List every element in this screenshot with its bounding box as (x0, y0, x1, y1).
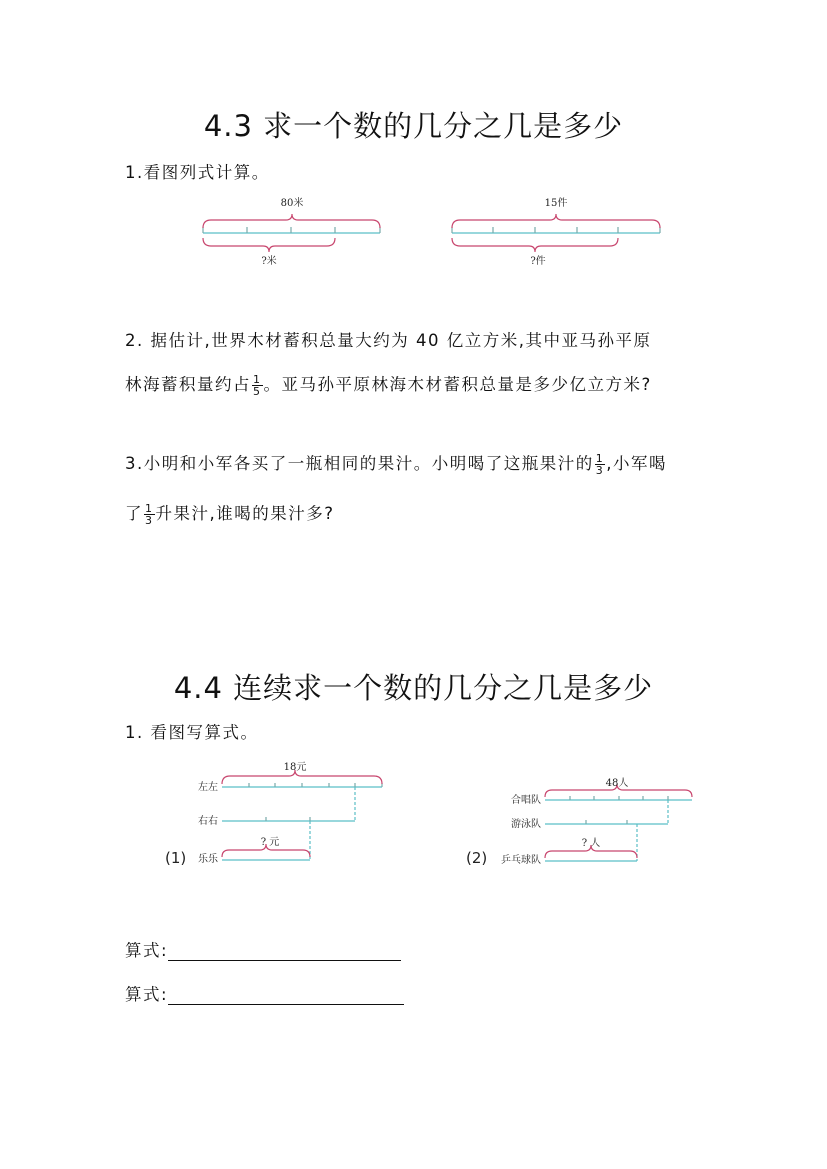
text: 升果汁,谁喝的果汁多? (155, 504, 335, 523)
formula-label: 算式: (125, 941, 169, 960)
diagram-2-row2-label: 游泳队 (511, 819, 541, 830)
numerator: 1 (145, 502, 154, 515)
diagram-2-total-label: 48人 (605, 778, 629, 789)
diagram-2-row1-label: 合唱队 (511, 795, 541, 806)
diagram-b (452, 214, 660, 252)
diagram-2-row3-label: 乒乓球队 (501, 855, 541, 866)
text: 了 (125, 504, 143, 523)
diagram-b-total-label: 15件 (544, 198, 568, 209)
numerator: 1 (595, 452, 605, 465)
formula-answer-blank[interactable] (168, 988, 404, 1005)
part-brace (203, 238, 335, 252)
diagram-1-total-label: 18元 (283, 762, 307, 773)
formula-label: 算式: (125, 985, 169, 1004)
section-title-4-3: 4.3 求一个数的几分之几是多少 (203, 109, 624, 143)
fraction-one-third (144, 503, 155, 526)
text: 3.小明和小军各买了一瓶相同的果汁。小明喝了这瓶果汁的 (125, 454, 594, 473)
diagram-a-unknown-label: ?米 (261, 256, 277, 267)
question-3-line-2 (125, 500, 335, 526)
question-3-line-1 (125, 450, 667, 476)
diagram-2 (545, 784, 692, 861)
diagram-1-unknown-label: ? 元 (260, 837, 280, 848)
question-1-instruction: 1.看图列式计算。 (125, 163, 270, 182)
section2-question-1-instruction: 1. 看图写算式。 (125, 723, 259, 742)
question-2-line-2 (125, 371, 652, 397)
diagram-1-row3-label: 乐乐 (198, 854, 218, 865)
formula-line-2 (125, 981, 404, 1005)
diagram-2-number: (2) (466, 849, 488, 867)
formula-line-1 (125, 937, 401, 961)
diagram-2-unknown-label: ? 人 (581, 838, 601, 849)
question-2-line-1: 2. 据估计,世界木材蓄积总量大约为 40 亿立方米,其中亚马孙平原 (125, 331, 652, 350)
denominator: 5 (253, 385, 262, 398)
diagram-1 (222, 770, 382, 860)
section-title-4-4: 4.4 连续求一个数的几分之几是多少 (173, 671, 654, 705)
diagram-1-number: (1) (165, 849, 187, 867)
diagram-b-unknown-label: ?件 (530, 256, 546, 267)
text: ,小军喝 (606, 454, 667, 473)
diagram-a (203, 214, 380, 252)
diagram-a-total-label: 80米 (280, 198, 304, 209)
text: 林海蓄积量约占 (125, 375, 251, 394)
formula-answer-blank[interactable] (168, 944, 401, 961)
text: 。亚马孙平原林海木材蓄积总量是多少亿立方米? (263, 375, 652, 394)
fraction-one-fifth (252, 374, 263, 397)
total-brace (203, 214, 380, 228)
denominator: 3 (145, 514, 154, 527)
fraction-one-third (595, 453, 606, 476)
numerator: 1 (253, 373, 262, 386)
diagram-1-row1-label: 左左 (198, 782, 218, 793)
diagram-1-row2-label: 右右 (198, 816, 218, 827)
denominator: 3 (595, 464, 605, 477)
